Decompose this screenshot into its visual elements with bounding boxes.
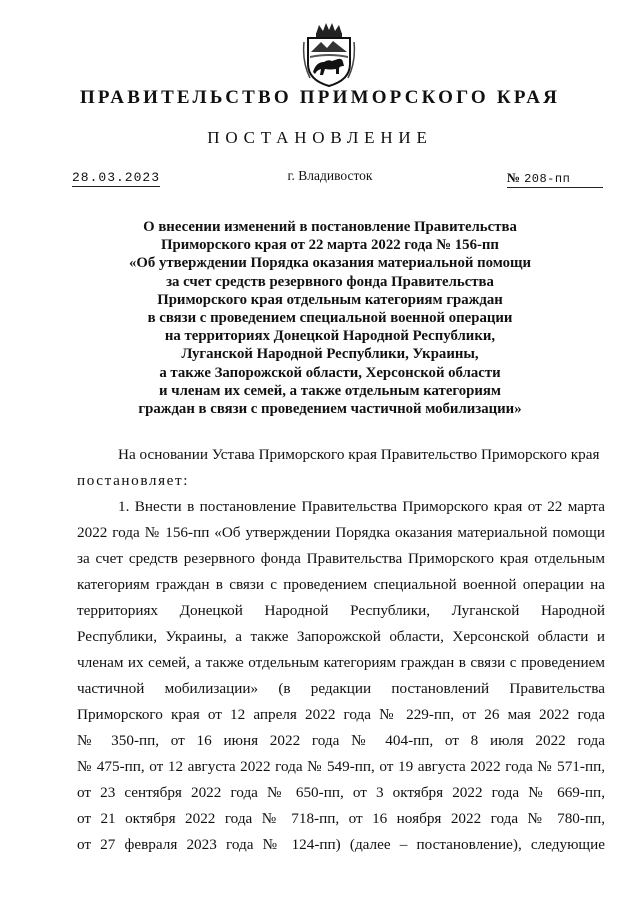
document-city: г. Владивосток [287,168,373,183]
body-line: членам их семей, а также отдельным категориям граждан в связи с проведением [77,654,605,671]
document-date: 28.03.2023 [72,170,161,185]
heading-line: и членам их семей, а также отдельным категориям [159,382,501,399]
body-line: постановляет: [77,472,190,489]
body-line: 1. Внести в постановление Правительства Приморского края от 22 марта [118,498,605,515]
number-value: 208-пп [524,172,571,186]
resolution-body [77,442,605,858]
heading-line: Приморского края от 22 марта 2022 года № 156-пп [161,237,499,254]
body-line: категориям граждан в связи с проведением специальной военной операции на [77,576,605,593]
number-sign: № [507,170,521,185]
heading-line: Луганской Народной Республики, Украины, [181,346,479,363]
document-number [507,170,603,188]
heading-line: за счет средств резервного фонда Правительства [166,273,494,290]
body-line: На основании Устава Приморского края Правительство Приморского края [118,446,600,463]
heading-line: Приморского края отдельным категориям граждан [157,291,503,308]
body-line: от 21 октября 2022 года № 718-пп, от 16 ноября 2022 года № 780-пп, [77,810,605,827]
heading-line: на территориях Донецкой Народной Республики, [164,328,496,345]
heading-line: О внесении изменений в постановление Правительства [143,219,517,235]
body-line: от 23 сентября 2022 года № 650-пп, от 3 октября 2022 года № 669-пп, [77,784,605,801]
heading-line: в связи с проведением специальной военной операции [147,310,513,327]
heading-line: а также Запорожской области, Херсонской области [159,364,501,381]
document-type: ПОСТАНОВЛЕНИЕ [207,128,433,147]
heading-line: «Об утверждении Порядка оказания материальной помощи [128,255,532,272]
heading-line: граждан в связи с проведением частичной мобилизации» [138,401,522,418]
body-line: за счет средств резервного фонда Правительства Приморского края отдельным [77,550,605,567]
body-line: № 475-пп, от 12 августа 2022 года № 549-пп, от 19 августа 2022 года № 571-пп, [77,758,605,775]
body-line: Республики, Украины, а также Запорожской области, Херсонской области и [77,628,605,645]
body-line: территориях Донецкой Народной Республики, Луганской Народной [77,602,605,619]
body-line: 2022 года № 156-пп «Об утверждении Порядка оказания материальной помощи [77,524,605,541]
body-line: Приморского края от 12 апреля 2022 года № 229-пп, от 26 мая 2022 года [77,706,605,723]
body-line: частичной мобилизации» (в редакции постановлений Правительства [77,680,605,697]
coat-of-arms-icon [302,22,356,88]
resolution-heading [60,218,600,418]
government-title: ПРАВИТЕЛЬСТВО ПРИМОРСКОГО КРАЯ [79,87,561,108]
body-line: от 27 февраля 2023 года № 124-пп) (далее – постановление), следующие [77,836,605,853]
body-line: № 350-пп, от 16 июня 2022 года № 404-пп, от 8 июля 2022 года [77,732,605,749]
